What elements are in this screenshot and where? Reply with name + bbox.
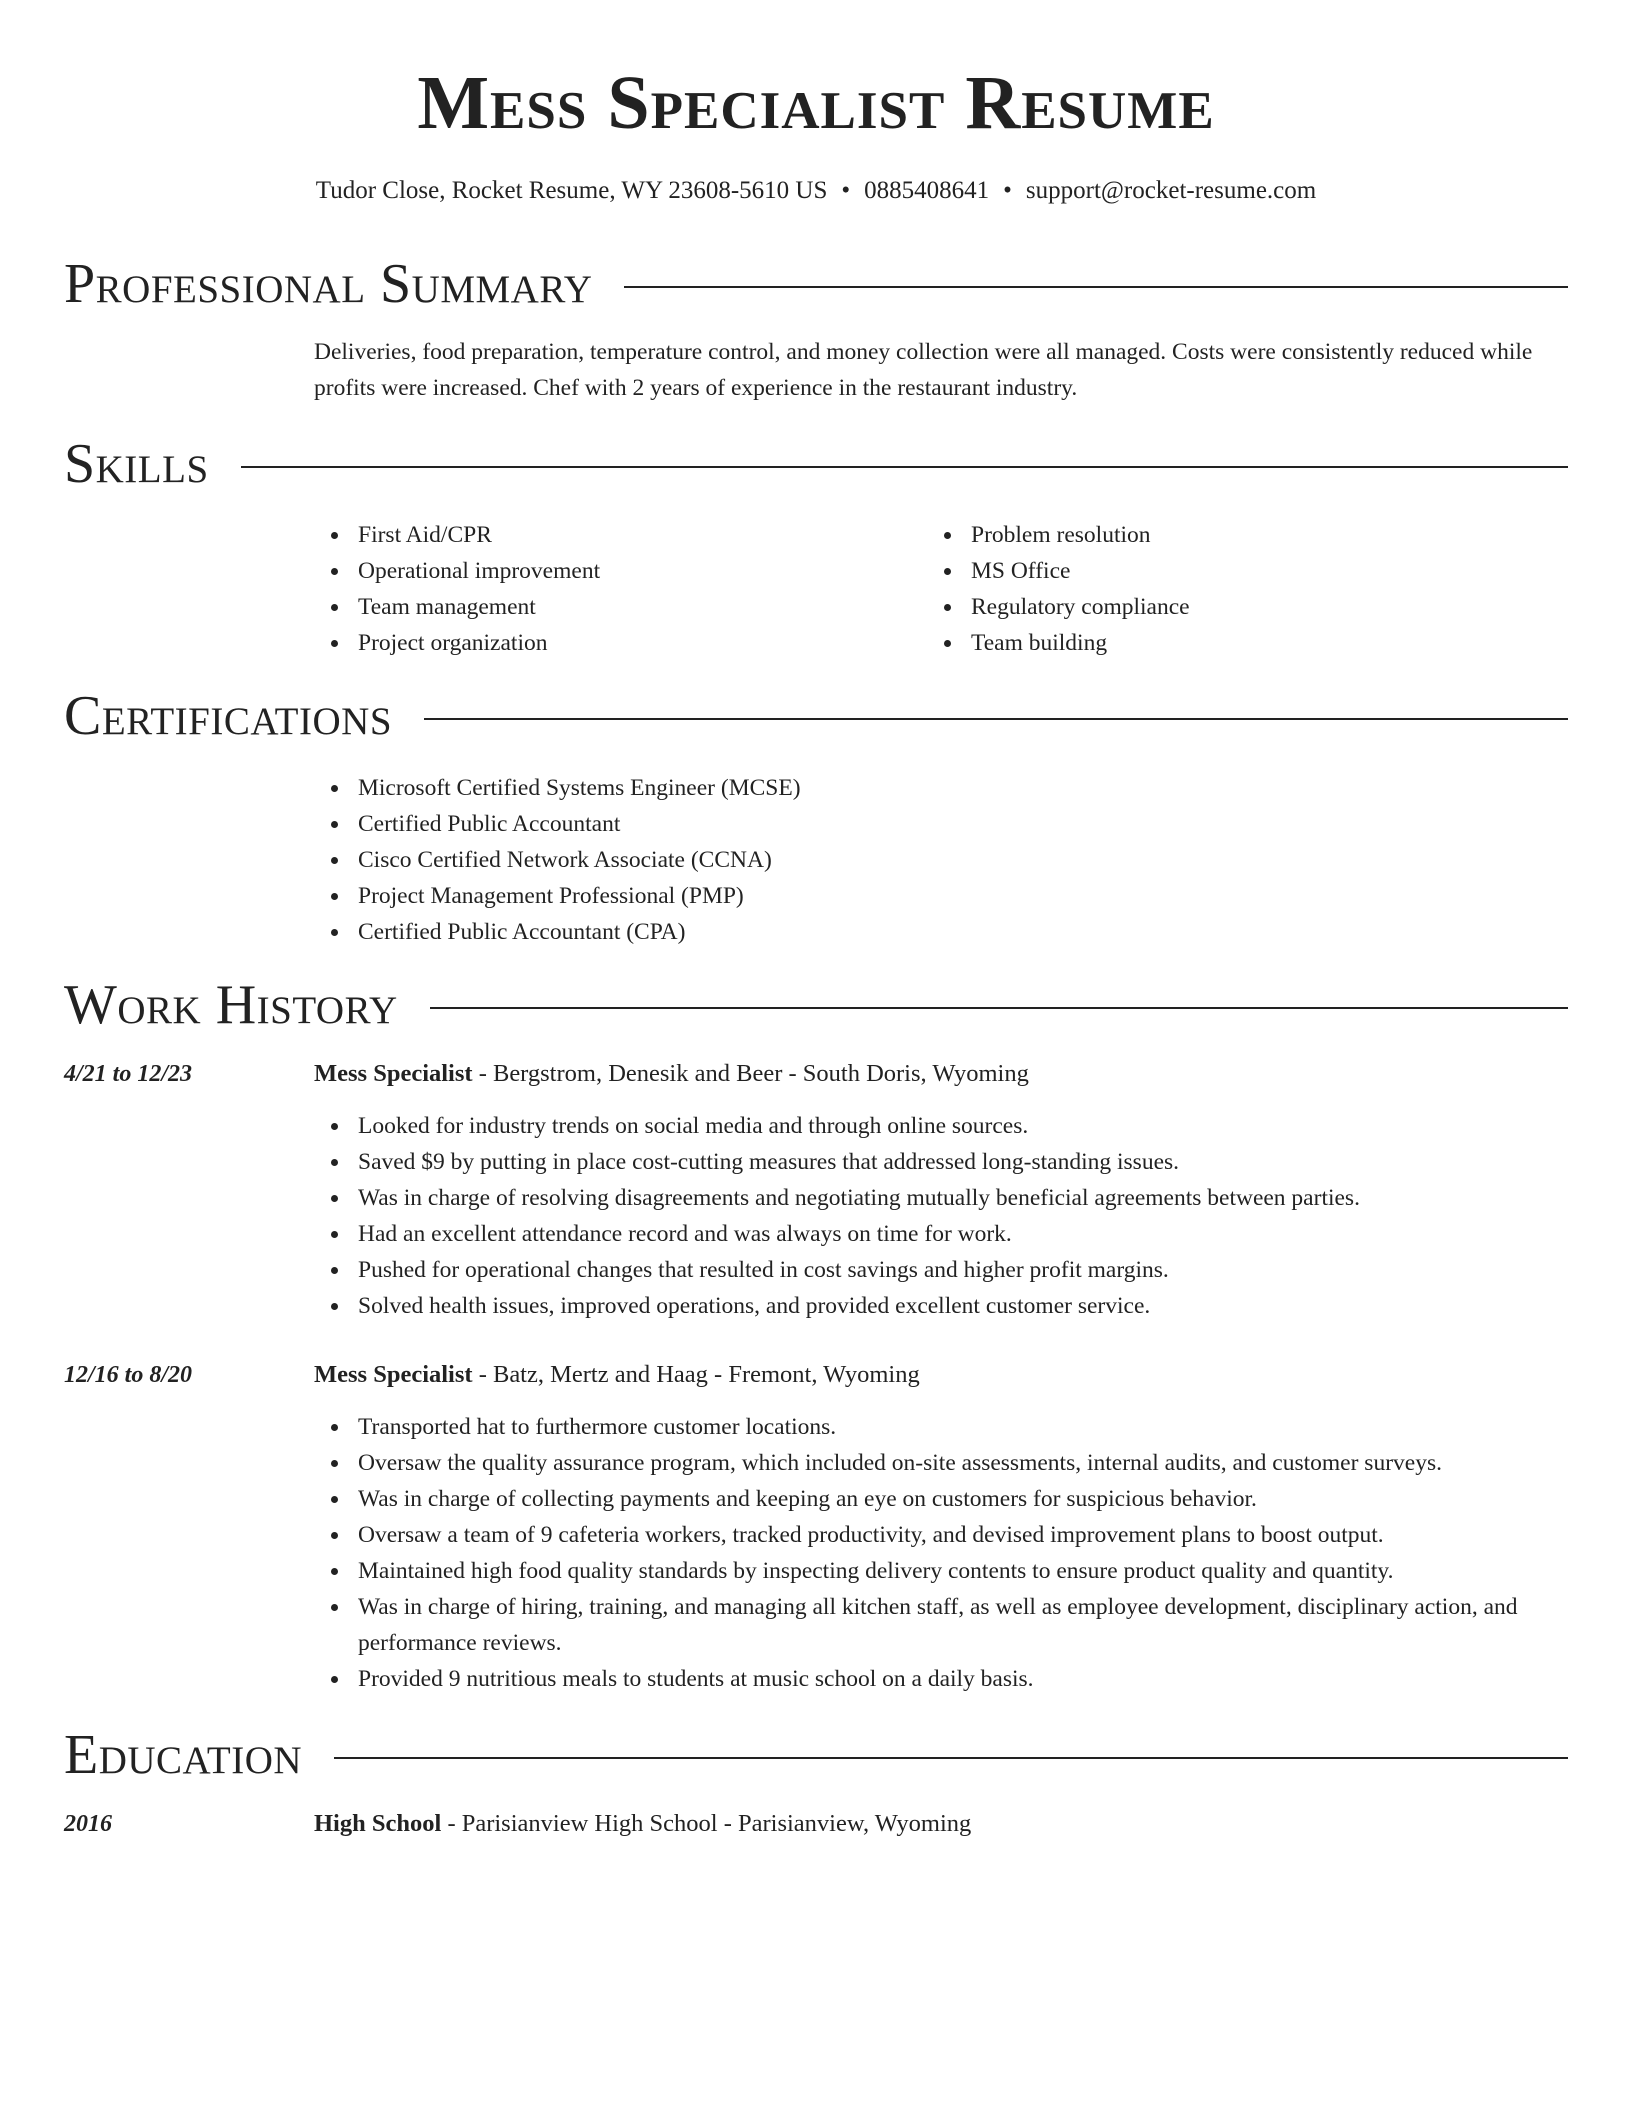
section-heading-certifications: Certifications [64,685,393,747]
resume-title: Mess Specialist Resume [417,61,1215,145]
job-bullet: Solved health issues, improved operations, and provided excellent customer service. [314,1288,1568,1324]
contact-line [64,174,1568,208]
education-degree: High School [314,1810,442,1837]
section-divider [241,466,1568,468]
section-heading-summary: Professional Summary [64,253,593,315]
job-title: Mess Specialist [314,1361,473,1388]
skill-item: Regulatory compliance [927,589,1540,625]
skill-item: Team management [314,589,927,625]
separator: • [1003,177,1012,204]
summary-text: Deliveries, food preparation, temperature control, and money collection were all managed. Costs were consistently reduced while profits were increased. Chef with 2 years of experience in the restaurant industry. [314,339,1533,401]
skill-item: Operational improvement [314,553,927,589]
certification-item: Certified Public Accountant (CPA) [314,914,1568,950]
job-title: Mess Specialist [314,1060,473,1087]
skills-grid [314,517,1568,661]
skills-list-left [314,517,927,661]
certification-item: Certified Public Accountant [314,806,1568,842]
skill-item: First Aid/CPR [314,517,927,553]
certification-item: Project Management Professional (PMP) [314,878,1568,914]
section-divider [430,1007,1568,1009]
certification-item: Microsoft Certified Systems Engineer (MCSE) [314,770,1568,806]
job-bullet: Was in charge of collecting payments and keeping an eye on customers for suspicious behavior. [314,1481,1568,1517]
phone: 0885408641 [864,177,990,204]
job-bullet: Maintained high food quality standards by inspecting delivery contents to ensure product quality and quantity. [314,1553,1568,1589]
job-employer: - Batz, Mertz and Haag - Fremont, Wyoming [472,1361,920,1388]
section-divider [624,286,1568,288]
job-dates: 12/16 to 8/20 [64,1362,193,1388]
job-bullets [314,1108,1568,1324]
skills-section-header [64,432,1568,496]
job-bullet: Oversaw a team of 9 cafeteria workers, tracked productivity, and devised improvement plans to boost output. [314,1517,1568,1553]
address: Tudor Close, Rocket Resume, WY 23608-5610 US [315,177,828,204]
skill-item: Project organization [314,625,927,661]
section-heading-education: Education [64,1724,303,1786]
section-divider [424,718,1568,720]
certification-item: Cisco Certified Network Associate (CCNA) [314,842,1568,878]
job-bullet: Was in charge of resolving disagreements and negotiating mutually beneficial agreements between parties. [314,1180,1568,1216]
section-divider [334,1757,1568,1759]
certifications-section-header [64,684,1568,748]
job-bullet: Pushed for operational changes that resulted in cost savings and higher profit margins. [314,1252,1568,1288]
job-employer: - Bergstrom, Denesik and Beer - South Doris, Wyoming [472,1060,1029,1087]
job-bullet: Saved $9 by putting in place cost-cutting measures that addressed long-standing issues. [314,1144,1568,1180]
job-bullets [314,1409,1568,1697]
email: support@rocket-resume.com [1025,177,1317,204]
summary-section-header [64,252,1568,316]
skill-item: Team building [927,625,1540,661]
skill-item: Problem resolution [927,517,1540,553]
education-dates: 2016 [64,1811,112,1837]
job-bullet: Looked for industry trends on social media and through online sources. [314,1108,1568,1144]
separator: • [841,177,851,204]
skills-list-right [927,517,1540,661]
job-bullet: Provided 9 nutritious meals to students at music school on a daily basis. [314,1661,1568,1697]
job-bullet: Had an excellent attendance record and was always on time for work. [314,1216,1568,1252]
skill-item: MS Office [927,553,1540,589]
section-heading-work: Work History [64,974,398,1036]
job-bullet: Transported hat to furthermore customer locations. [314,1409,1568,1445]
work-section-header [64,973,1568,1037]
job-bullet: Was in charge of hiring, training, and managing all kitchen staff, as well as employee development, disciplinary action, and performance reviews. [314,1589,1568,1661]
job-title-line [314,1056,1568,1092]
education-title-line [314,1806,1568,1842]
job-title-line [314,1357,1568,1393]
education-section-header [64,1723,1568,1787]
section-heading-skills: Skills [64,433,209,495]
job-bullet: Oversaw the quality assurance program, which included on-site assessments, internal audits, and customer surveys. [314,1445,1568,1481]
certifications-list [314,770,1568,950]
job-dates: 4/21 to 12/23 [64,1061,193,1087]
education-school: - Parisianview High School - Parisianview, Wyoming [441,1810,972,1837]
